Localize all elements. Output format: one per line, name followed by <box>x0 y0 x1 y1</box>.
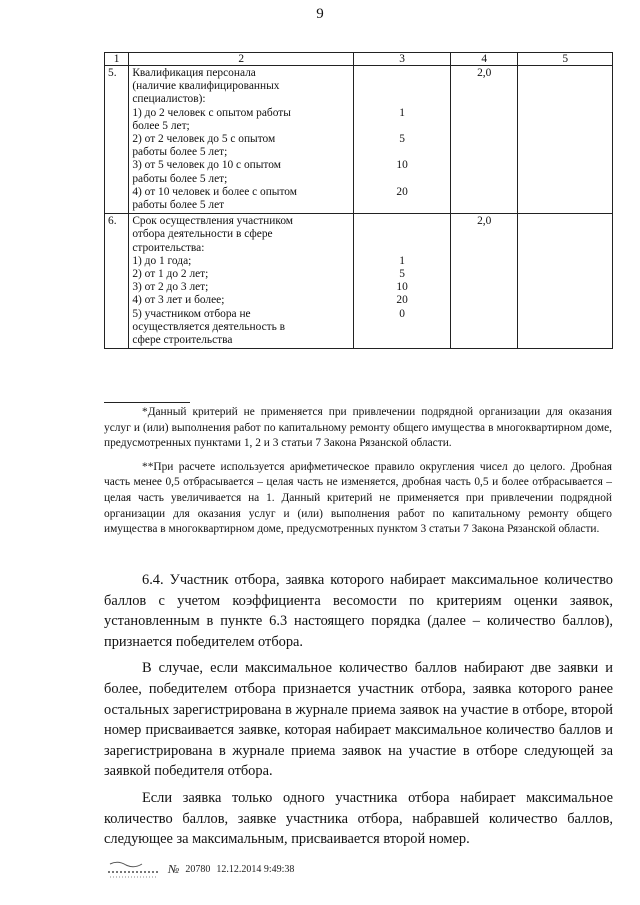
header-col-2: 2 <box>129 53 354 66</box>
criterion-line: Квалификация персонала <box>132 67 256 79</box>
row-number: 6. <box>105 214 129 349</box>
criterion-description <box>129 214 354 349</box>
score-value: 0 <box>399 307 405 320</box>
criterion-line: 1) до 1 года; <box>132 254 192 267</box>
score-column <box>354 214 451 349</box>
score-value <box>357 199 447 212</box>
table-header-row <box>105 53 613 66</box>
criterion-line: работы более 5 лет; <box>132 172 228 185</box>
criterion-line: 1) до 2 человек с опытом работы <box>132 106 291 119</box>
score-value: 5 <box>399 268 405 280</box>
registration-stamp <box>104 858 294 880</box>
score-value <box>357 146 447 159</box>
empty-cell <box>518 66 613 214</box>
header-col-3: 3 <box>354 53 451 66</box>
criterion-line: более 5 лет; <box>132 119 190 132</box>
header-col-4: 4 <box>451 53 518 66</box>
stamp-number-mark: № <box>168 861 180 876</box>
row-number: 5. <box>105 66 129 214</box>
footnote-1: *Данный критерий не применяется при привлечении подрядной организации для оказания услуг и (или) выполнения работ по капитальному ремонту общего имущества в многоквартирном доме, предусмотренных пунктами 1, 2 и 3 статьи 7 Закона Рязанской области. <box>104 406 612 450</box>
score-value <box>357 228 447 241</box>
criterion-line: работы более 5 лет <box>132 199 225 212</box>
criterion-description <box>129 66 354 214</box>
score-value: 10 <box>396 159 408 172</box>
table-row <box>105 214 613 349</box>
criterion-line: 3) от 5 человек до 10 с опытом <box>132 159 281 172</box>
criterion-line: строительства: <box>132 241 205 254</box>
criterion-line: работы более 5 лет; <box>132 146 228 159</box>
weight-coefficient: 2,0 <box>451 214 518 349</box>
weight-coefficient: 2,0 <box>451 66 518 214</box>
stamp-number: 20780 <box>185 863 211 875</box>
criterion-line: 5) участником отбора не <box>132 307 251 320</box>
score-value <box>357 334 447 347</box>
score-value <box>357 120 447 133</box>
score-value: 10 <box>396 281 408 294</box>
criterion-line: 3) от 2 до 3 лет; <box>132 281 209 294</box>
paragraph-single-max: Если заявка только одного участника отбора набирает максимальное количество баллов, заявке участника отбора, набравшей количество баллов, следующее за максимальным, присваивается второй номер. <box>104 789 613 848</box>
criteria-table <box>104 52 613 349</box>
criterion-line: 2) от 2 человек до 5 с опытом <box>132 133 276 146</box>
table-body <box>105 66 613 349</box>
score-value <box>357 173 447 186</box>
criterion-line: специалистов): <box>132 93 206 106</box>
score-value <box>357 80 447 93</box>
score-value <box>357 93 447 106</box>
score-value <box>357 242 447 255</box>
score-value: 20 <box>396 294 408 307</box>
paragraph-tie-rule: В случае, если максимальное количество баллов набирают две заявки и более, победителем отбора признается участник отбора, заявка которого ранее остальных зарегистрирована в журнале приема заявок на участие в отборе, второй номер присваивается заявке, которая набирает максимальное количество баллов и зарегистрирована в журнале приема заявок на участие в отборе следующей за заявкой победителя отбора. <box>104 660 613 780</box>
paragraph-6-4: 6.4. Участник отбора, заявка которого набирает максимальное количество баллов с учетом коэффициента весомости по критериям оценки заявок, установленным в пункте 6.3 настоящего порядка (далее – количество баллов), признается победителем отбора. <box>104 572 613 650</box>
stamp-logo-icon <box>104 858 162 880</box>
criterion-line: 4) от 10 человек и более с опытом <box>132 185 297 198</box>
criterion-line: осуществляется деятельность в <box>132 320 286 333</box>
header-col-1: 1 <box>105 53 129 66</box>
score-column <box>354 66 451 214</box>
footnote-divider <box>104 402 190 403</box>
score-value: 20 <box>396 185 408 198</box>
empty-cell <box>518 214 613 349</box>
footnote-2: **При расчете используется арифметическое правило округления чисел до целого. Дробная часть менее 0,5 отбрасывается – целая часть не изменяется, дробная часть 0,5 и более отбрасывается – целая часть увеличивается на 1. Данный критерий не применяется при привлечении подрядной организации для оказания услуг и (или) выполнения работ по капитальному ремонту общего имущества в многоквартирном доме, предусмотренных пунктом 3 статьи 7 Закона Рязанской области. <box>104 460 612 536</box>
stamp-datetime: 12.12.2014 9:49:38 <box>216 863 295 875</box>
score-value <box>357 215 447 228</box>
score-value <box>357 321 447 334</box>
body-text <box>104 570 613 856</box>
criterion-line: отбора деятельности в сфере <box>132 228 273 241</box>
footnotes <box>104 405 612 546</box>
score-value: 1 <box>399 106 405 119</box>
page-number: 9 <box>316 6 324 22</box>
criterion-line: (наличие квалифицированных <box>132 80 280 93</box>
criterion-line: 2) от 1 до 2 лет; <box>132 268 209 281</box>
criterion-line: сфере строительства <box>132 334 233 347</box>
score-value: 5 <box>399 132 405 145</box>
table-row <box>105 66 613 214</box>
criterion-line: Срок осуществления участником <box>132 215 293 228</box>
header-col-5: 5 <box>518 53 613 66</box>
score-value <box>357 67 447 80</box>
criterion-line: 4) от 3 лет и более; <box>132 294 225 307</box>
score-value: 1 <box>399 254 405 267</box>
